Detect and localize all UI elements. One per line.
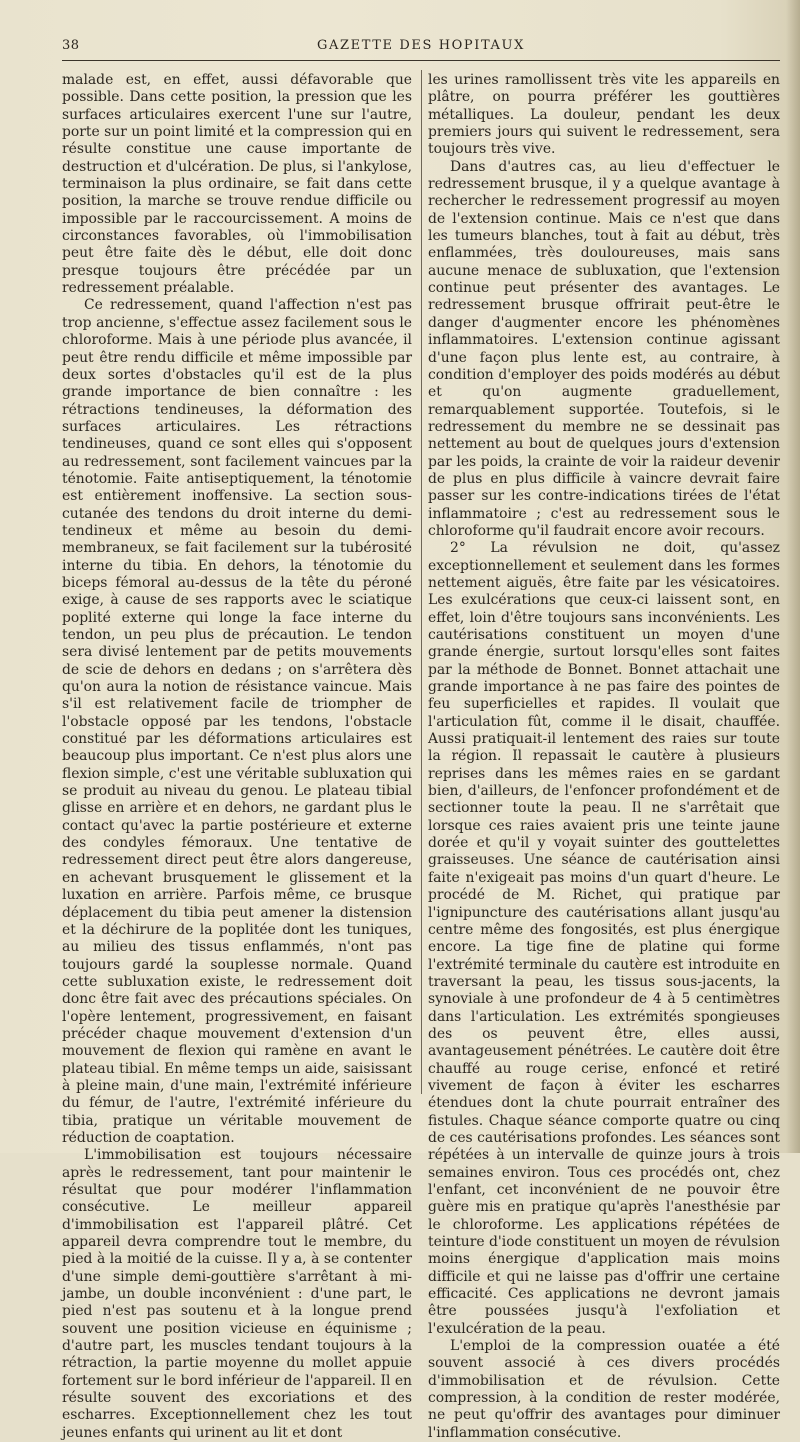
header-rule <box>62 60 780 61</box>
column-separator <box>421 70 422 1094</box>
right-paragraph-2: Dans d'autres cas, au lieu d'effectuer le redressement brusque, il y a quelque avantage à rechercher le redressement progressif au moyen de l'extension continue. Mais ce n'est que dans les tumeurs blanches, tout à fait au début, très enflammées, très douloureuses, mais sans aucune menace de subluxation, que l'extension continue peut présenter des avantages. Le redressement brusque offrirait peut-être le danger d'augmenter encore les phénomènes inflammatoires. L'extension continue agissant d'une façon plus lente est, au contraire, à condition d'employer des poids modérés au début et qu'on augmente graduellement, remarquablement supportée. Toutefois, si le redressement du membre ne se dessinait pas nettement au bout de quelques jours d'extension par les poids, la crainte de voir la raideur devenir de plus en plus difficile à vaincre devrait faire passer sur les contre-indications tirées de l'état inflammatoire ; c'est au redressement sous le chloroforme qu'il faudrait encore avoir recours. <box>428 158 780 539</box>
left-paragraph-1: malade est, en effet, aussi défavorable que possible. Dans cette position, la pression que les surfaces articulaires exercent l'une sur l'autre, porte sur un point limité et la compression qui en résulte constitue une cause importante de destruction et d'ulcération. De plus, si l'ankylose, terminaison la plus ordinaire, se fait dans cette position, la marche se trouve rendue difficile ou impossible par le raccourcissement. A moins de circonstances favorables, où l'immobilisation peut être faite dès le début, elle doit donc presque toujours être précédée par un redressement préalable. <box>62 72 412 297</box>
right-column <box>428 72 780 1441</box>
right-paragraph-4: L'emploi de la compression ouatée a été souvent associé à ces divers procédés d'immobilisation et de révulsion. Cette compression, à la condition de rester modérée, ne peut qu'offrir des avantages pour diminuer l'inflammation consécutive. <box>428 1338 780 1441</box>
right-paragraph-3: 2° La révulsion ne doit, qu'assez exceptionnellement et seulement dans les formes nettement aiguës, être faite par les vésicatoires. Les exulcérations que ceux-ci laissent sont, en effet, loin d'être toujours sans inconvénients. Les cautérisations constituent un moyen d'une grande énergie, surtout lorsqu'elles sont faites par la méthode de Bonnet. Bonnet attachait une grande importance à ne pas faire des pointes de feu superficielles et rapides. Il voulait que l'articulation fût, comme il le disait, chauffée. Aussi pratiquait-il lentement des raies sur toute la région. Il repassait le cautère à plusieurs reprises dans les mêmes raies en se gardant bien, d'ailleurs, de l'enfoncer profondément et de sectionner toute la peau. Il ne s'arrêtait que lorsque ces raies avaient pris une teinte jaune dorée et qu'il y voyait suinter des gouttelettes graisseuses. Une séance de cautérisation ainsi faite n'exigeait pas moins d'un quart d'heure. Le procédé de M. Richet, qui pratique par l'ignipuncture des cautérisations allant jusqu'au centre même des fongosités, est plus énergique encore. La tige fine de platine qui forme l'extrémité terminale du cautère est introduite en traversant la peau, les tissus sous-jacents, la synoviale à une profondeur de 4 à 5 centimètres dans l'articulation. Les extrémités spongieuses des os peuvent être, elles aussi, avantageusement pénétrées. Le cautère doit être chauffé au rouge cerise, enfoncé et retiré vivement de façon à éviter les escharres étendues dont la chute pourrait entraîner des fistules. Chaque séance comporte quatre ou cinq de ces cautérisations profondes. Les séances sont répétées à un intervalle de quinze jours à trois semaines environ. Tous ces procédés ont, chez l'enfant, cet inconvénient de ne pouvoir être guère mis en pratique qu'après l'anesthésie par le chloroforme. Les applications répétées de teinture d'iode constituent un moyen de révulsion moins énergique d'application mais moins difficile et qui ne laisse pas d'offrir une certaine efficacité. Ces applications ne devront jamais être poussées jusqu'à l'exfoliation et l'exulcération de la peau. <box>428 540 780 1337</box>
left-paragraph-2: Ce redressement, quand l'affection n'est pas trop ancienne, s'effectue assez facilement sous le chloroforme. Mais à une période plus avancée, il peut être rendu difficile et même impossible par deux sortes d'obstacles qu'il est de la plus grande importance de bien connaître : les rétractions tendineuses, la déformation des surfaces articulaires. Les rétractions tendineuses, quand ce sont elles qui s'opposent au redressement, sont facilement vaincues par la ténotomie. Faite antiseptiquement, la ténotomie est entièrement inoffensive. La section sous-cutanée des tendons du droit interne du demi-tendineux et même au besoin du demi-membraneux, se fait facilement sur la tubérosité interne du tibia. En dehors, la ténotomie du biceps fémoral au-dessus de la tête du péroné exige, à cause de ses rapports avec le sciatique poplité externe qui longe la face interne du tendon, un peu plus de précaution. Le tendon sera divisé lentement par de petits mouvements de scie de dehors en dedans ; on s'arrêtera dès qu'on aura la notion de résistance vaincue. Mais s'il est relativement facile de triompher de l'obstacle opposé par les tendons, l'obstacle constitué par les déformations articulaires est beaucoup plus important. Ce n'est plus alors une flexion simple, c'est une véritable subluxation qui se produit au niveau du genou. Le plateau tibial glisse en arrière et en dehors, ne gardant plus le contact qu'avec la partie postérieure et externe des condyles fémoraux. Une tentative de redressement direct peut être alors dangereuse, en achevant brusquement le glissement et la luxation en arrière. Parfois même, ce brusque déplacement du tibia peut amener la distension et la déchirure de la poplitée dont les tuniques, au milieu des tissus enflammés, n'ont pas toujours gardé la souplesse normale. Quand cette subluxation existe, le redressement doit donc être fait avec des précautions spéciales. On l'opère lentement, progressivement, en faisant précéder chaque mouvement d'extension d'un mouvement de flexion qui ramène en avant le plateau tibial. En même temps un aide, saisissant à pleine main, d'une main, l'extrémité inférieure du fémur, de l'autre, l'extrémité inférieure du tibia, pratique un véritable mouvement de réduction de coaptation. <box>62 297 412 1146</box>
right-paragraph-1: les urines ramollissent très vite les appareils en plâtre, on pourra préférer les gouttières métalliques. La douleur, pendant les deux premiers jours qui suivent le redressement, sera toujours très vive. <box>428 72 780 158</box>
left-paragraph-3: L'immobilisation est toujours nécessaire après le redressement, tant pour maintenir le résultat que pour modérer l'inflammation consécutive. Le meilleur appareil d'immobilisation est l'appareil plâtré. Cet appareil devra comprendre tout le membre, du pied à la moitié de la cuisse. Il y a, à se contenter d'une simple demi-gouttière s'arrêtant à mi-jambe, un double inconvénient : d'une part, le pied n'est pas soutenu et à la longue prend souvent une position vicieuse en équinisme ; d'autre part, les muscles tendant toujours à la rétraction, la partie moyenne du mollet appuie fortement sur le bord inférieur de l'appareil. Il en résulte souvent des excoriations et des escharres. Exceptionnellement chez les tout jeunes enfants qui urinent au lit et dont <box>62 1147 412 1441</box>
page-number: 38 <box>62 38 80 53</box>
left-column <box>62 72 412 1441</box>
journal-title: GAZETTE DES HOPITAUX <box>317 38 525 53</box>
page-edge-shadow <box>786 0 800 1153</box>
page-header <box>62 36 780 56</box>
